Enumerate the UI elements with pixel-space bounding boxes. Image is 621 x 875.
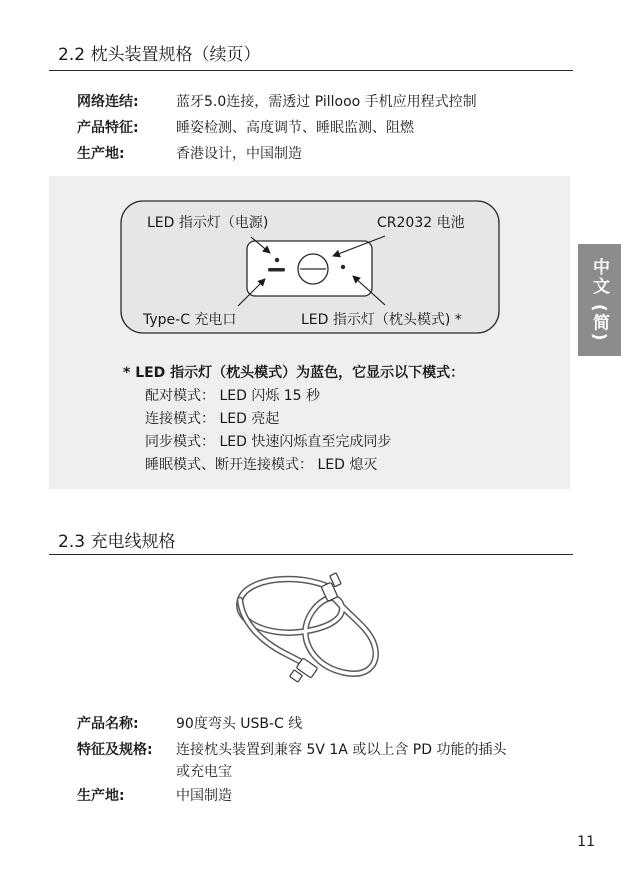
section-heading-2-2: 2.2 枕头装置规格（续页） [58,45,261,65]
spec-value-network: 蓝牙5.0连接，需透过 Pillooo 手机应用程式控制 [176,94,477,110]
spec-label-origin: 生产地: [77,146,125,162]
led-power-dot [275,258,279,262]
spec-label-network: 网络连结: [77,94,139,110]
led-mode-note-line: 配对模式： LED 闪烁 15 秒 [145,388,321,404]
label-battery: CR2032 电池 [377,215,465,231]
led-mode-note-line: 连接模式： LED 亮起 [145,411,280,427]
spec-label-origin: 生产地: [77,788,125,804]
spec-value-product-name: 90度弯头 USB-C 线 [176,716,303,732]
language-tab-label: 中文 (简) [589,257,609,343]
heading-rule [49,554,573,555]
spec-value-features: 睡姿检测、高度调节、睡眠监测、阻燃 [176,120,414,136]
spec-label-features: 产品特征: [77,120,139,136]
typec-port [268,268,285,272]
page-number: 11 [577,834,595,850]
spec-label-specs: 特征及规格: [77,742,153,758]
label-led-mode: LED 指示灯（枕头模式) * [301,312,462,328]
led-mode-note-title: * LED 指示灯（枕头模式）为蓝色，它显示以下模式： [123,365,465,381]
usb-cable-illustration [228,570,393,695]
spec-value-origin: 中国制造 [176,788,232,804]
label-typec-port: Type-C 充电口 [143,312,237,328]
language-tab [578,244,621,356]
spec-value-origin: 香港设计，中国制造 [176,146,302,162]
led-mode-note-line: 同步模式： LED 快速闪烁直至完成同步 [145,434,392,450]
section-heading-2-3: 2.3 充电线规格 [58,532,176,552]
spec-value-specs-cont: 或充电宝 [176,764,232,780]
label-led-power: LED 指示灯（电源) [147,215,269,231]
led-mode-note-line: 睡眠模式、断开连接模式： LED 熄灭 [145,457,378,473]
spec-label-product-name: 产品名称: [77,716,139,732]
led-mode-dot [341,265,345,269]
spec-value-specs: 连接枕头装置到兼容 5V 1A 或以上含 PD 功能的插头 [176,742,507,758]
